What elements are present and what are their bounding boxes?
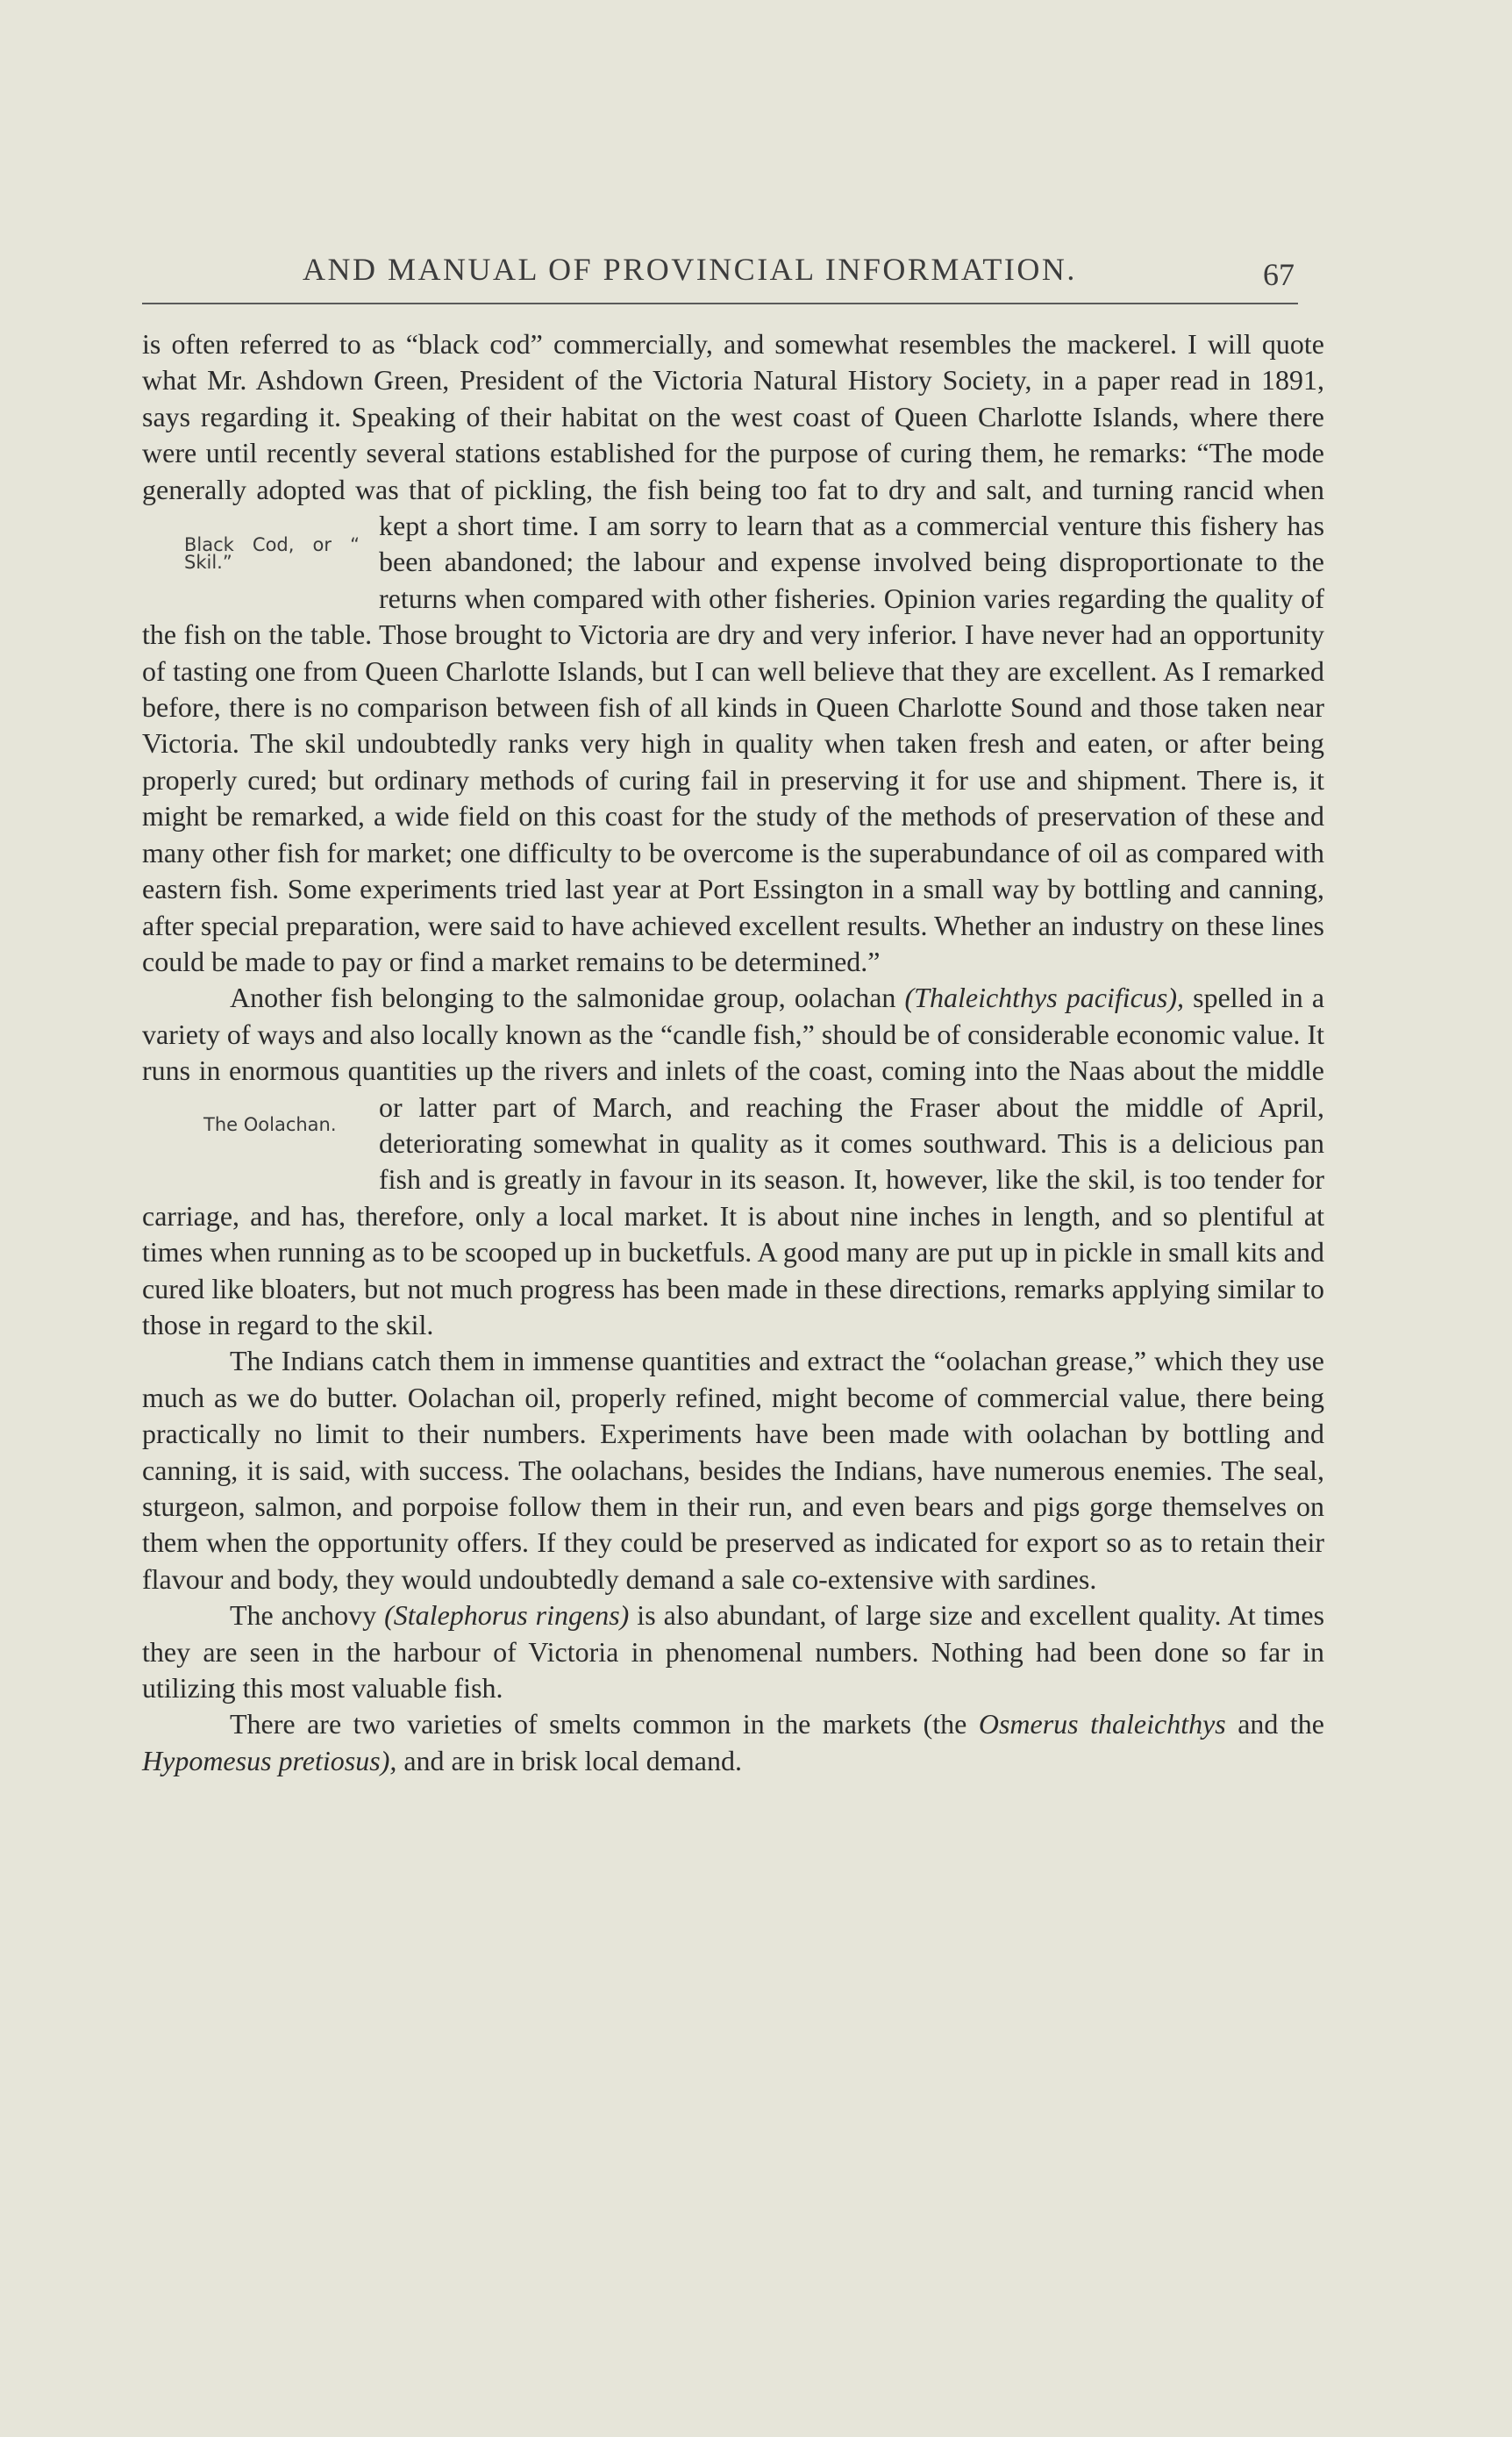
- species-name: Osmerus thaleichthys: [978, 1708, 1226, 1740]
- paragraph-text: The anchovy: [230, 1599, 377, 1632]
- sidenote-black-cod: [142, 508, 379, 617]
- paragraph-text: and the: [1237, 1708, 1324, 1740]
- species-name: Hypomesus pretiosus),: [142, 1744, 397, 1776]
- paragraph-text: of March, and reaching the Fraser about the middle of April, deteriorating somewhat in quality as it comes southward. This is a delicious pan fish and is greatly in favour in its season. It, however, like the skil, is too tender for carriage, and has, therefore, only a local market. It is about nine inches in length, and so plentiful at times when running as to be scooped up in bucketfuls. A good many are put up in pickle in small kits and cured like bloaters, but not much progress has been made in these directions, remarks applying similar to those in regard to the skil.: [142, 1090, 1325, 1340]
- paragraph-text: spelled in a variety of ways and also locally known as the “candle fish,” should be of considerable economic value. It runs in enormous quantities up the rivers and inlets of the coast, coming into the Naas about the middle or latter part: [142, 982, 1325, 1123]
- paragraph-smelts: [142, 1706, 1324, 1779]
- paragraph-text: is often referred to as “black cod” commercially, and somewhat resembles the mackerel. I will quote what Mr. Ashdown Green, President of the Victoria Natural History Society, in a paper read in 1891, says regarding it. Speaking of their habitat on the west coast of Queen Charlotte Islands, where there were until recently several stations established for the purpose of curing them, he remarks: “The mode generally adopted was that of pickling, the fish being too fat to dry and salt, and turning rancid when kept a short time. I am sorry to learn that: [142, 328, 1324, 542]
- paragraph-text: and are in brisk local demand.: [403, 1744, 742, 1776]
- species-name: (Stalephorus ringens): [384, 1599, 630, 1632]
- sidenote-label: The Oolachan.: [203, 1113, 337, 1135]
- paragraph-text: is also abundant, of large size and excellent quality. At times they are seen in the harbour of Victoria in phenomenal numbers. Nothing had been done so far in utilizing this most valuable fish.: [142, 1599, 1325, 1704]
- body-text: [142, 326, 1324, 1779]
- paragraph-text: Another fish belonging to the salmonidae group, oolachan: [230, 982, 896, 1014]
- paragraph-black-cod: [142, 326, 1324, 980]
- paragraph-text: The Indians catch them in immense quantities and extract the “oolachan grease,” which they use much as we do butter. Oolachan oil, properly refined, might become of commercial value, there being practically no limit to their numbers. Experiments have been made with oolachan by bottling and canning, it is said, with success. The oolachans, besides the Indians, have numerous enemies. The seal, sturgeon, salmon, and porpoise follow them in their run, and even bears and pigs gorge themselves on them when the opportunity offers. If they could be preserved as indicated for export so as to retain their flavour and body, they would undoubtedly demand a sale co-extensive with sardines.: [142, 1345, 1324, 1595]
- paragraph-text: There are two varieties of smelts common in the markets (the: [230, 1708, 967, 1740]
- sidenote-label: Black Cod, or “ Skil.”: [184, 534, 360, 574]
- header-rule: [142, 303, 1298, 304]
- paragraph-text: as a commercial venture this fishery has been abandoned; the labour and expense involved being disproportionate to the returns when compared with other fisheries. Opinion varies regarding the quality of the fish on the table. Those brought to Victoria are dry and very inferior. I have never had an opportunity of tasting one from Queen Charlotte Islands, but I can well believe that they are excellent. As I remarked before, there is no comparison between fish of all kinds in Queen Charlotte Sound and those taken near Victoria. The skil undoubtedly ranks very high in quality when taken fresh and eaten, or after being properly cured; but ordinary methods of curing fail in preserving it for use and shipment. There is, it might be remarked, a wide field on this coast for the study of the methods of preservation of these and many other fish for market; one difficulty to be overcome is the superabundance of oil as compared with eastern fish. Some experiments tried last year at Port Essington in a small way by bottling and canning, after special preparation, were said to have achieved excellent results. Whether an industry on these lines could be made to pay or find a market remains to be determined.”: [142, 510, 1325, 977]
- paragraph-oolachan: [142, 980, 1324, 1343]
- running-head: AND MANUAL OF PROVINCIAL INFORMATION.: [303, 252, 1077, 287]
- paragraph-oolachan-grease: [142, 1343, 1324, 1597]
- species-name: (Thaleichthys pacificus),: [904, 982, 1184, 1014]
- paragraph-anchovy: [142, 1597, 1324, 1706]
- page-number: 67: [1263, 257, 1294, 292]
- sidenote-oolachan: [142, 1090, 379, 1198]
